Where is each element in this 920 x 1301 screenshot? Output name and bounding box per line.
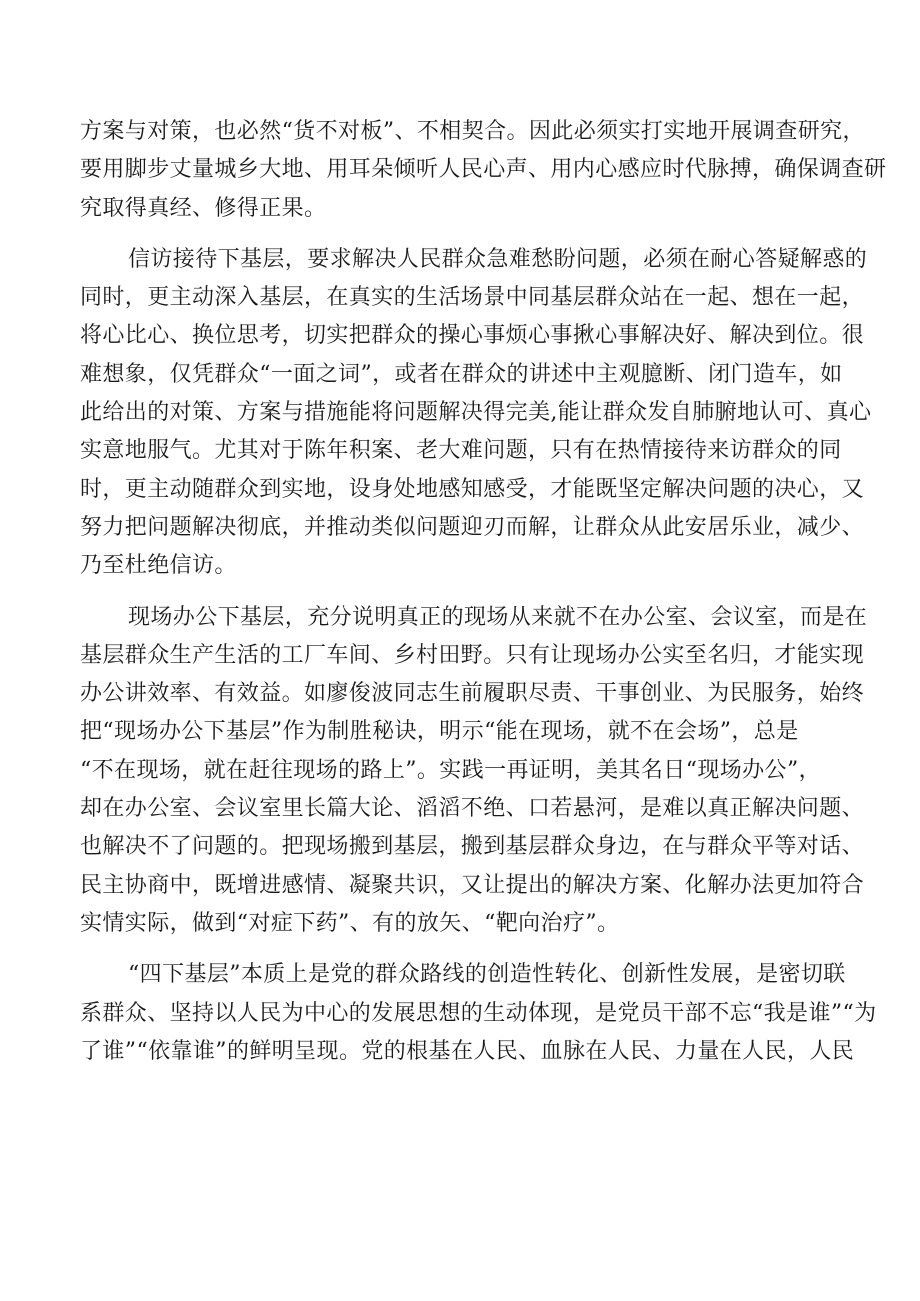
paragraph-4 [80, 956, 877, 1071]
paragraph-gap [80, 228, 856, 241]
text-line: 要用脚步丈量城乡大地、用耳朵倾听人民心声、用内心感应时代脉搏，确保调查研 [80, 157, 887, 183]
document-page [80, 113, 887, 1071]
text-line: 民主协商中，既增进感情、凝聚共识，又让提出的解决方案、化解办法更加符合 [80, 872, 865, 898]
text-line: “不在现场，就在赶往现场的路上”。实践一再证明，美其名日“现场办公”， [80, 757, 821, 783]
text-line: 时，更主动随群众到实地，设身处地感知感受，才能既坚定解决问题的决心，又 [80, 476, 865, 502]
text-line: 方案与对策，也必然“货不对板”、不相契合。因此必须实打实地开展调查研究， [80, 119, 865, 144]
text-line: 实意地服气。尤其对于陈年积案、老大难问题，只有在热情接待来访群众的同 [80, 438, 842, 464]
paragraph-2 [80, 241, 872, 586]
text-line: 了谁”“依靠谁”的鲜明呈现。党的根基在人民、血脉在人民、力量在人民，人民 [80, 1038, 855, 1064]
text-line: 实情实际，做到“对症下药”、有的放矢、“靶向治疗”。 [80, 910, 620, 936]
text-line: 乃至杜绝信访。 [80, 553, 237, 579]
text-line: 却在办公室、会议室里长篇大论、滔滔不绝、口若悬河，是难以真正解决问题、 [80, 796, 865, 822]
text-line: 努力把问题解决彻底，并推动类似问题迎刃而解，让群众从此安居乐业，减少、 [80, 514, 865, 540]
text-line: 信访接待下基层，要求解决人民群众急难愁盼问题，必须在耐心答疑解惑的 [128, 246, 868, 272]
text-line: 同时，更主动深入基层，在真实的生活场景中同基层群众站在一起、想在一起， [80, 285, 865, 311]
text-line: 现场办公下基层，充分说明真正的现场从来就不在办公室、会议室，而是在 [128, 604, 868, 630]
paragraph-3 [80, 599, 868, 944]
text-line: 也解决不了问题的。把现场搬到基层，搬到基层群众身边，在与群众平等对话、 [80, 834, 865, 860]
paragraph-1 [80, 113, 887, 228]
text-line: 系群众、坚持以人民为中心的发展思想的生动体现，是党员干部不忘“我是谁”“为 [80, 1000, 877, 1026]
text-line: 难想象，仅凭群众“一面之词”，或者在群众的讲述中主观臆断、闭门造车，如 [80, 361, 843, 387]
text-line: 基层群众生产生活的工厂车间、乡村田野。只有让现场办公实至名归，才能实现 [80, 642, 865, 668]
text-line: 究取得真经、修得正果。 [80, 195, 327, 221]
paragraph-gap [80, 943, 856, 956]
paragraph-gap [80, 586, 856, 599]
text-line: 办公讲效率、有效益。如廖俊波同志生前履职尽责、干事创业、为民服务，始终 [80, 681, 865, 707]
text-line: 此给出的对策、方案与措施能将问题解决得完美,能让群众发自肺腑地认可、真心 [80, 400, 872, 426]
text-line: 把“现场办公下基层”作为制胜秘诀，明示“能在现场，就不在会场”，总是 [80, 719, 799, 745]
text-line: 将心比心、换位思考，切实把群众的操心事烦心事揪心事解决好、解决到位。很 [80, 323, 865, 349]
text-line: “四下基层”本质上是党的群众路线的创造性转化、创新性发展，是密切联 [128, 962, 846, 988]
